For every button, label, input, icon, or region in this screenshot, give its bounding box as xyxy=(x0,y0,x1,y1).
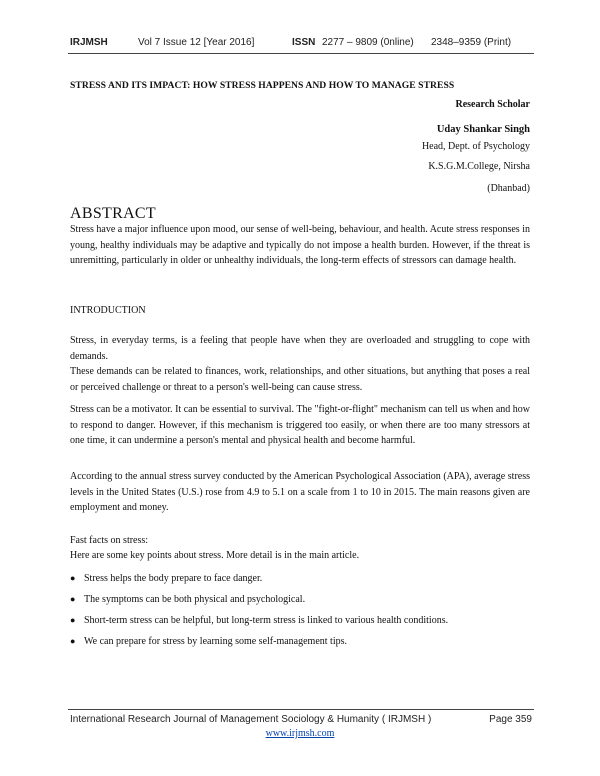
list-item-text: The symptoms can be both physical and psychological. xyxy=(84,594,306,605)
intro-paragraph-3: Stress can be a motivator. It can be essential to survival. The "fight-or-flight" mechanism can tell us when and how to respond to danger. However, if this mechanism is triggered too easily, or when there are too many stressors at one time, it can undermine a person's mental and physical health and become harmful. xyxy=(70,404,530,447)
fast-facts-heading: Fast facts on stress: xyxy=(70,535,149,546)
bullet-icon: ● xyxy=(70,573,76,583)
footer-rule xyxy=(68,709,534,710)
issn-print: 2348–9359 (Print) xyxy=(431,37,512,48)
issn-online: 2277 – 9809 (0nline) xyxy=(322,37,414,48)
footer-journal: International Research Journal of Management Sociology & Humanity ( IRJMSH ) xyxy=(70,714,432,725)
issn-label: ISSN xyxy=(292,37,316,48)
bullet-icon: ● xyxy=(70,636,76,646)
affiliation-college: K.S.G.M.College, Nirsha xyxy=(428,161,530,172)
intro-paragraph-4: According to the annual stress survey conducted by the American Psychological Association (APA), average stress levels in the United States (U.S.) rose from 4.9 to 5.1 on a scale from 1 to 10 in 2015. The main reasons given are employment and money. xyxy=(70,471,530,514)
list-item-text: We can prepare for stress by learning some self-management tips. xyxy=(84,636,347,647)
author-name: Uday Shankar Singh xyxy=(436,124,530,135)
header-rule xyxy=(68,53,534,54)
journal-link[interactable]: www.irjmsh.com xyxy=(265,728,335,739)
list-item-text: Short-term stress can be helpful, but long-term stress is linked to various health conditions. xyxy=(84,615,449,626)
journal-abbr: IRJMSH xyxy=(70,37,108,48)
page-number: Page 359 xyxy=(489,714,532,725)
fast-facts-intro: Here are some key points about stress. More detail is in the main article. xyxy=(70,550,360,561)
volume-info: Vol 7 Issue 12 [Year 2016] xyxy=(138,37,255,48)
list-item xyxy=(70,573,540,594)
author-role: Research Scholar xyxy=(455,99,530,110)
abstract-heading: ABSTRACT xyxy=(70,205,156,222)
article-title: STRESS AND ITS IMPACT: HOW STRESS HAPPENS AND HOW TO MANAGE STRESS xyxy=(70,80,455,91)
footer-url-wrap xyxy=(0,728,600,739)
bullet-icon: ● xyxy=(70,615,76,625)
bullet-icon: ● xyxy=(70,594,76,604)
list-item xyxy=(70,636,540,657)
affiliation-city: (Dhanbad) xyxy=(487,183,530,194)
fast-facts-list xyxy=(70,573,540,657)
introduction-heading: INTRODUCTION xyxy=(70,305,146,316)
list-item xyxy=(70,615,540,636)
intro-paragraph-1: Stress, in everyday terms, is a feeling that people have when they are overloaded and struggling to cope with demands. xyxy=(70,335,530,362)
intro-paragraph-2: These demands can be related to finances, work, relationships, and other situations, but anything that poses a real or perceived challenge or threat to a person's well-being can cause stress. xyxy=(70,366,530,393)
list-item-text: Stress helps the body prepare to face danger. xyxy=(84,573,263,584)
affiliation-dept: Head, Dept. of Psychology xyxy=(421,141,530,152)
abstract-text: Stress have a major influence upon mood, our sense of well-being, behaviour, and health. Acute stress responses in young, healthy individuals may be adaptive and typically do not impose a health burden. However, if the threat is unremitting, particularly in older or unhealthy individuals, the long-term effects of stressors can damage health. xyxy=(70,224,530,267)
list-item xyxy=(70,594,540,615)
